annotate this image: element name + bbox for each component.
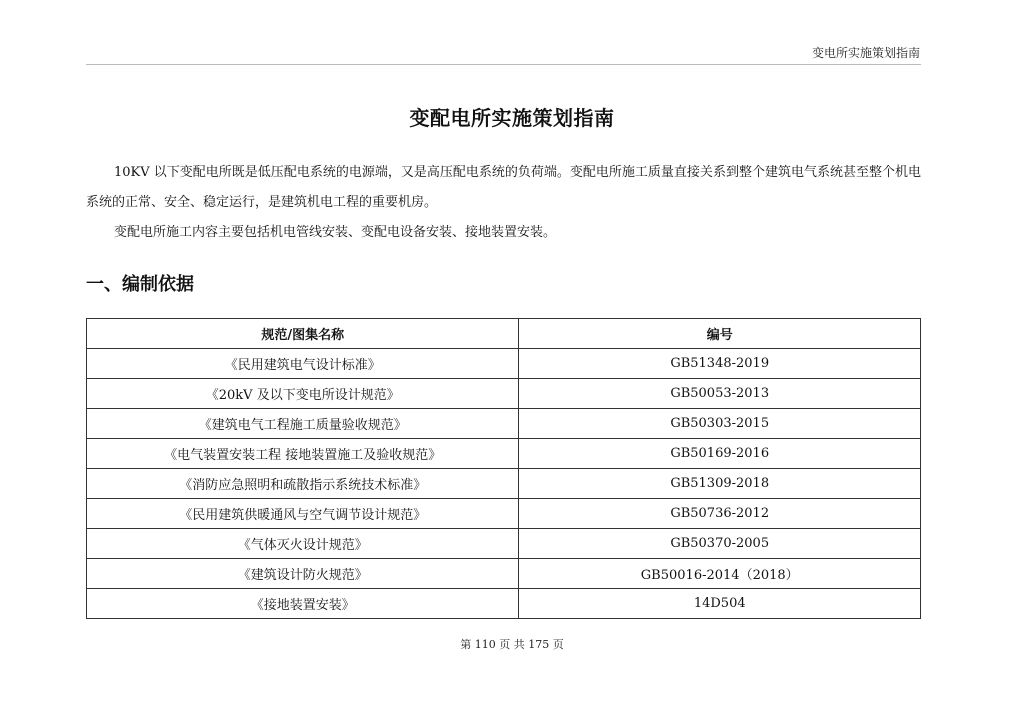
- standard-code: 14D504: [519, 589, 921, 619]
- table-row: [87, 529, 921, 559]
- standard-name: 《气体灭火设计规范》: [87, 529, 519, 559]
- header-divider: [86, 64, 921, 65]
- standard-code: GB51348-2019: [519, 349, 921, 379]
- running-header: 变电所实施策划指南: [811, 46, 920, 60]
- standard-code: GB50169-2016: [519, 439, 921, 469]
- standard-code: GB50053-2013: [519, 379, 921, 409]
- document-title: 变配电所实施策划指南: [409, 106, 615, 130]
- table-row: [87, 559, 921, 589]
- standards-table: [86, 318, 921, 619]
- standard-name: 《20kV 及以下变电所设计规范》: [87, 379, 519, 409]
- standard-code: GB50736-2012: [519, 499, 921, 529]
- table-row: [87, 589, 921, 619]
- standard-code: GB50370-2005: [519, 529, 921, 559]
- table-row: [87, 439, 921, 469]
- intro-paragraph: 10KV 以下变配电所既是低压配电系统的电源端，又是高压配电系统的负荷端。变配电所施工质量直接关系到整个建筑电气系统甚至整个机电系统的正常、安全、稳定运行，是建筑机电工程的重要机房。: [86, 165, 921, 210]
- table-row: [87, 409, 921, 439]
- column-header-code: 编号: [519, 319, 921, 349]
- table-row: [87, 349, 921, 379]
- standard-name: 《民用建筑电气设计标准》: [87, 349, 519, 379]
- section-heading: 一、编制依据: [86, 274, 194, 295]
- table-row: [87, 499, 921, 529]
- standard-code: GB50016-2014（2018）: [519, 559, 921, 589]
- standard-name: 《接地装置安装》: [87, 589, 519, 619]
- standard-name: 《电气装置安装工程 接地装置施工及验收规范》: [87, 439, 519, 469]
- standard-code: GB51309-2018: [519, 469, 921, 499]
- standard-name: 《建筑电气工程施工质量验收规范》: [87, 409, 519, 439]
- table-header-row: [87, 319, 921, 349]
- page-footer: 第 110 页 共 175 页: [460, 638, 564, 651]
- table-row: [87, 379, 921, 409]
- standard-name: 《民用建筑供暖通风与空气调节设计规范》: [87, 499, 519, 529]
- standard-name: 《消防应急照明和疏散指示系统技术标准》: [87, 469, 519, 499]
- column-header-name: 规范/图集名称: [87, 319, 519, 349]
- standard-code: GB50303-2015: [519, 409, 921, 439]
- table-row: [87, 469, 921, 499]
- scope-paragraph: 变配电所施工内容主要包括机电管线安装、变配电设备安装、接地装置安装。: [114, 225, 557, 240]
- standard-name: 《建筑设计防火规范》: [87, 559, 519, 589]
